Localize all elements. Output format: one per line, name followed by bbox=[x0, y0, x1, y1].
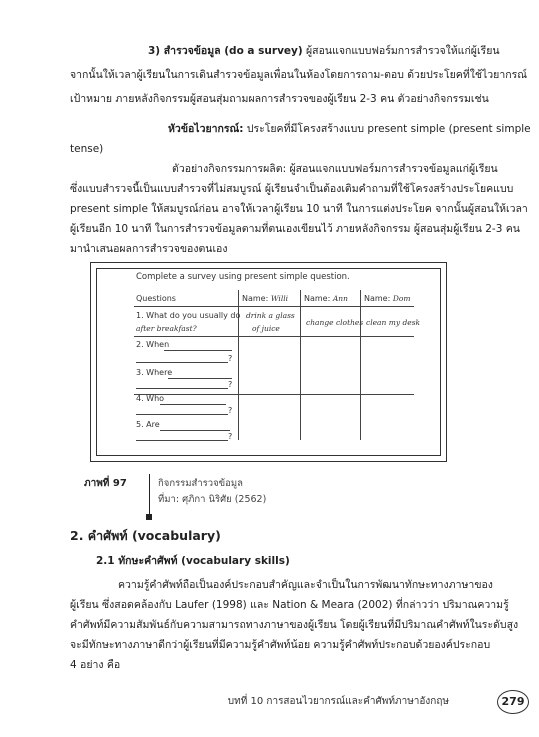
col-name3-label: Name: bbox=[364, 294, 391, 303]
grammar-text: ประโยคที่มีโครงสร้างแบบ present simple (present simple bbox=[246, 123, 531, 135]
para3-line1: ความรู้คำศัพท์ถือเป็นองค์ประกอบสำคัญและจำเป็นในการพัฒนาทักษะทางภาษาของ bbox=[118, 579, 493, 591]
answer2: change clothes bbox=[306, 318, 364, 327]
q5-label: 5. Are bbox=[136, 420, 160, 429]
para1-line3: เป้าหมาย ภายหลังกิจกรรมผู้สอนสุ่มถามผลการสำรวจของผู้เรียน 2-3 คน ตัวอย่างกิจกรรมเช่น bbox=[70, 93, 489, 105]
section-heading: 2. คำศัพท์ (vocabulary) bbox=[70, 528, 221, 543]
q2-blank-1 bbox=[164, 350, 232, 351]
para3-line4: จะมีทักษะทางภาษาดีกว่าผู้เรียนที่มีความรู้คำศัพท์น้อย ความรู้คำศัพท์ประกอบด้วยองค์ประกอบ bbox=[70, 639, 491, 651]
col-name3-value: Dom bbox=[392, 294, 411, 303]
header-rule bbox=[134, 306, 414, 307]
col-name2-value: Ann bbox=[332, 294, 348, 303]
col-name2 bbox=[304, 294, 348, 303]
q3-qmark: ? bbox=[228, 380, 233, 389]
para1-l1-text: ผู้สอนแจกแบบฟอร์มการสำรวจให้แก่ผู้เรียน bbox=[306, 45, 500, 57]
figure-source: ที่มา: ศุภิกา นิริศัย (2562) bbox=[158, 494, 267, 505]
figure-label: ภาพที่ 97 bbox=[84, 478, 127, 489]
survey-lead: 3) สำรวจข้อมูล (do a survey) bbox=[148, 45, 303, 57]
answer3: clean my desk bbox=[366, 318, 421, 327]
para2-line4: ผู้เรียนอีก 10 นาที ในการสำรวจข้อมูลตามที่ตนเองเขียนไว้ ภายหลังกิจกรรม ผู้สอนสุ่มผู้เรียน 2-3 คน bbox=[70, 223, 520, 235]
col-name2-label: Name: bbox=[304, 294, 331, 303]
q3-blank-1 bbox=[168, 378, 232, 379]
row-rule-1 bbox=[134, 336, 414, 337]
q4-qmark: ? bbox=[228, 406, 233, 415]
para1-line1 bbox=[148, 42, 500, 61]
answer1-line2: of juice bbox=[252, 324, 280, 333]
col-divider-3 bbox=[360, 290, 361, 440]
page-number: 279 bbox=[497, 690, 529, 714]
row-rule-2 bbox=[134, 394, 414, 395]
col-name1 bbox=[242, 294, 288, 303]
q5-blank-1 bbox=[160, 430, 230, 431]
q4-label: 4. Who bbox=[136, 394, 165, 403]
para3-line3: คำศัพท์มีความสัมพันธ์กับความสามารถทางภาษาของผู้เรียน โดยผู้เรียนที่มีปริมาณคำศัพท์ในระดับสูง bbox=[70, 619, 519, 631]
grammar-cont: tense) bbox=[70, 143, 104, 155]
worksheet-instruction: Complete a survey using present simple question. bbox=[136, 272, 350, 282]
para3-line2: ผู้เรียน ซึ่งสอดคล้องกับ Laufer (1998) และ Nation & Meara (2002) ที่กล่าวว่า ปริมาณความรู้ bbox=[70, 599, 509, 611]
q1-line2: after breakfast? bbox=[136, 324, 197, 333]
footer-chapter: บทที่ 10 การสอนไวยากรณ์และคำศัพท์ภาษาอังกฤษ bbox=[227, 696, 449, 707]
col-name1-label: Name: bbox=[242, 294, 269, 303]
grammar-label: หัวข้อไวยากรณ์: bbox=[168, 123, 244, 135]
para2-line2: ซึ่งแบบสำรวจนี้เป็นแบบสำรวจที่ไม่สมบูรณ์ ผู้เรียนจำเป็นต้องเติมคำถามที่ใช้โครงสร้างประโยคแบบ bbox=[70, 183, 514, 195]
survey-worksheet bbox=[112, 270, 430, 452]
col-divider-2 bbox=[300, 290, 301, 440]
q2-blank-2 bbox=[136, 362, 228, 363]
q4-blank-1 bbox=[160, 404, 226, 405]
para2-line1: ตัวอย่างกิจกรรมการผลิต: ผู้สอนแจกแบบฟอร์มการสำรวจข้อมูลแก่ผู้เรียน bbox=[172, 163, 498, 175]
q3-label: 3. Where bbox=[136, 368, 173, 377]
col-name3 bbox=[364, 294, 410, 303]
grammar-line bbox=[168, 120, 531, 139]
q1a-text: 1. What do you usually do bbox=[136, 311, 241, 320]
q4-blank-2 bbox=[136, 414, 228, 415]
para3-line5: 4 อย่าง คือ bbox=[70, 659, 121, 671]
col-name1-value: Willi bbox=[270, 294, 289, 303]
para1-line2: จากนั้นให้เวลาผู้เรียนในการเดินสำรวจข้อมูลเพื่อนในห้องโดยการถาม-ตอบ ด้วยประโยคที่ใช้ไวยากรณ์ bbox=[70, 69, 527, 81]
subsection-heading: 2.1 ทักษะคำศัพท์ (vocabulary skills) bbox=[96, 555, 290, 567]
col-questions: Questions bbox=[136, 294, 176, 303]
q2-label: 2. When bbox=[136, 340, 170, 349]
caption-bar bbox=[149, 474, 150, 518]
q2-qmark: ? bbox=[228, 354, 233, 363]
q3-blank-2 bbox=[136, 388, 228, 389]
q5-blank-2 bbox=[136, 440, 228, 441]
answer1-line1: drink a glass bbox=[246, 311, 295, 320]
q5-qmark: ? bbox=[228, 432, 233, 441]
para2-line3: present simple ให้สมบูรณ์ก่อน อาจให้เวลาผู้เรียน 10 นาที ในการแต่งประโยค จากนั้นผู้สอนให้เวลา bbox=[70, 203, 528, 215]
caption-dot bbox=[146, 514, 152, 520]
para2-line5: มานำเสนอผลการสำรวจของตนเอง bbox=[70, 243, 228, 255]
figure-title: กิจกรรมสำรวจข้อมูล bbox=[158, 478, 243, 489]
q1-line1 bbox=[136, 311, 240, 320]
